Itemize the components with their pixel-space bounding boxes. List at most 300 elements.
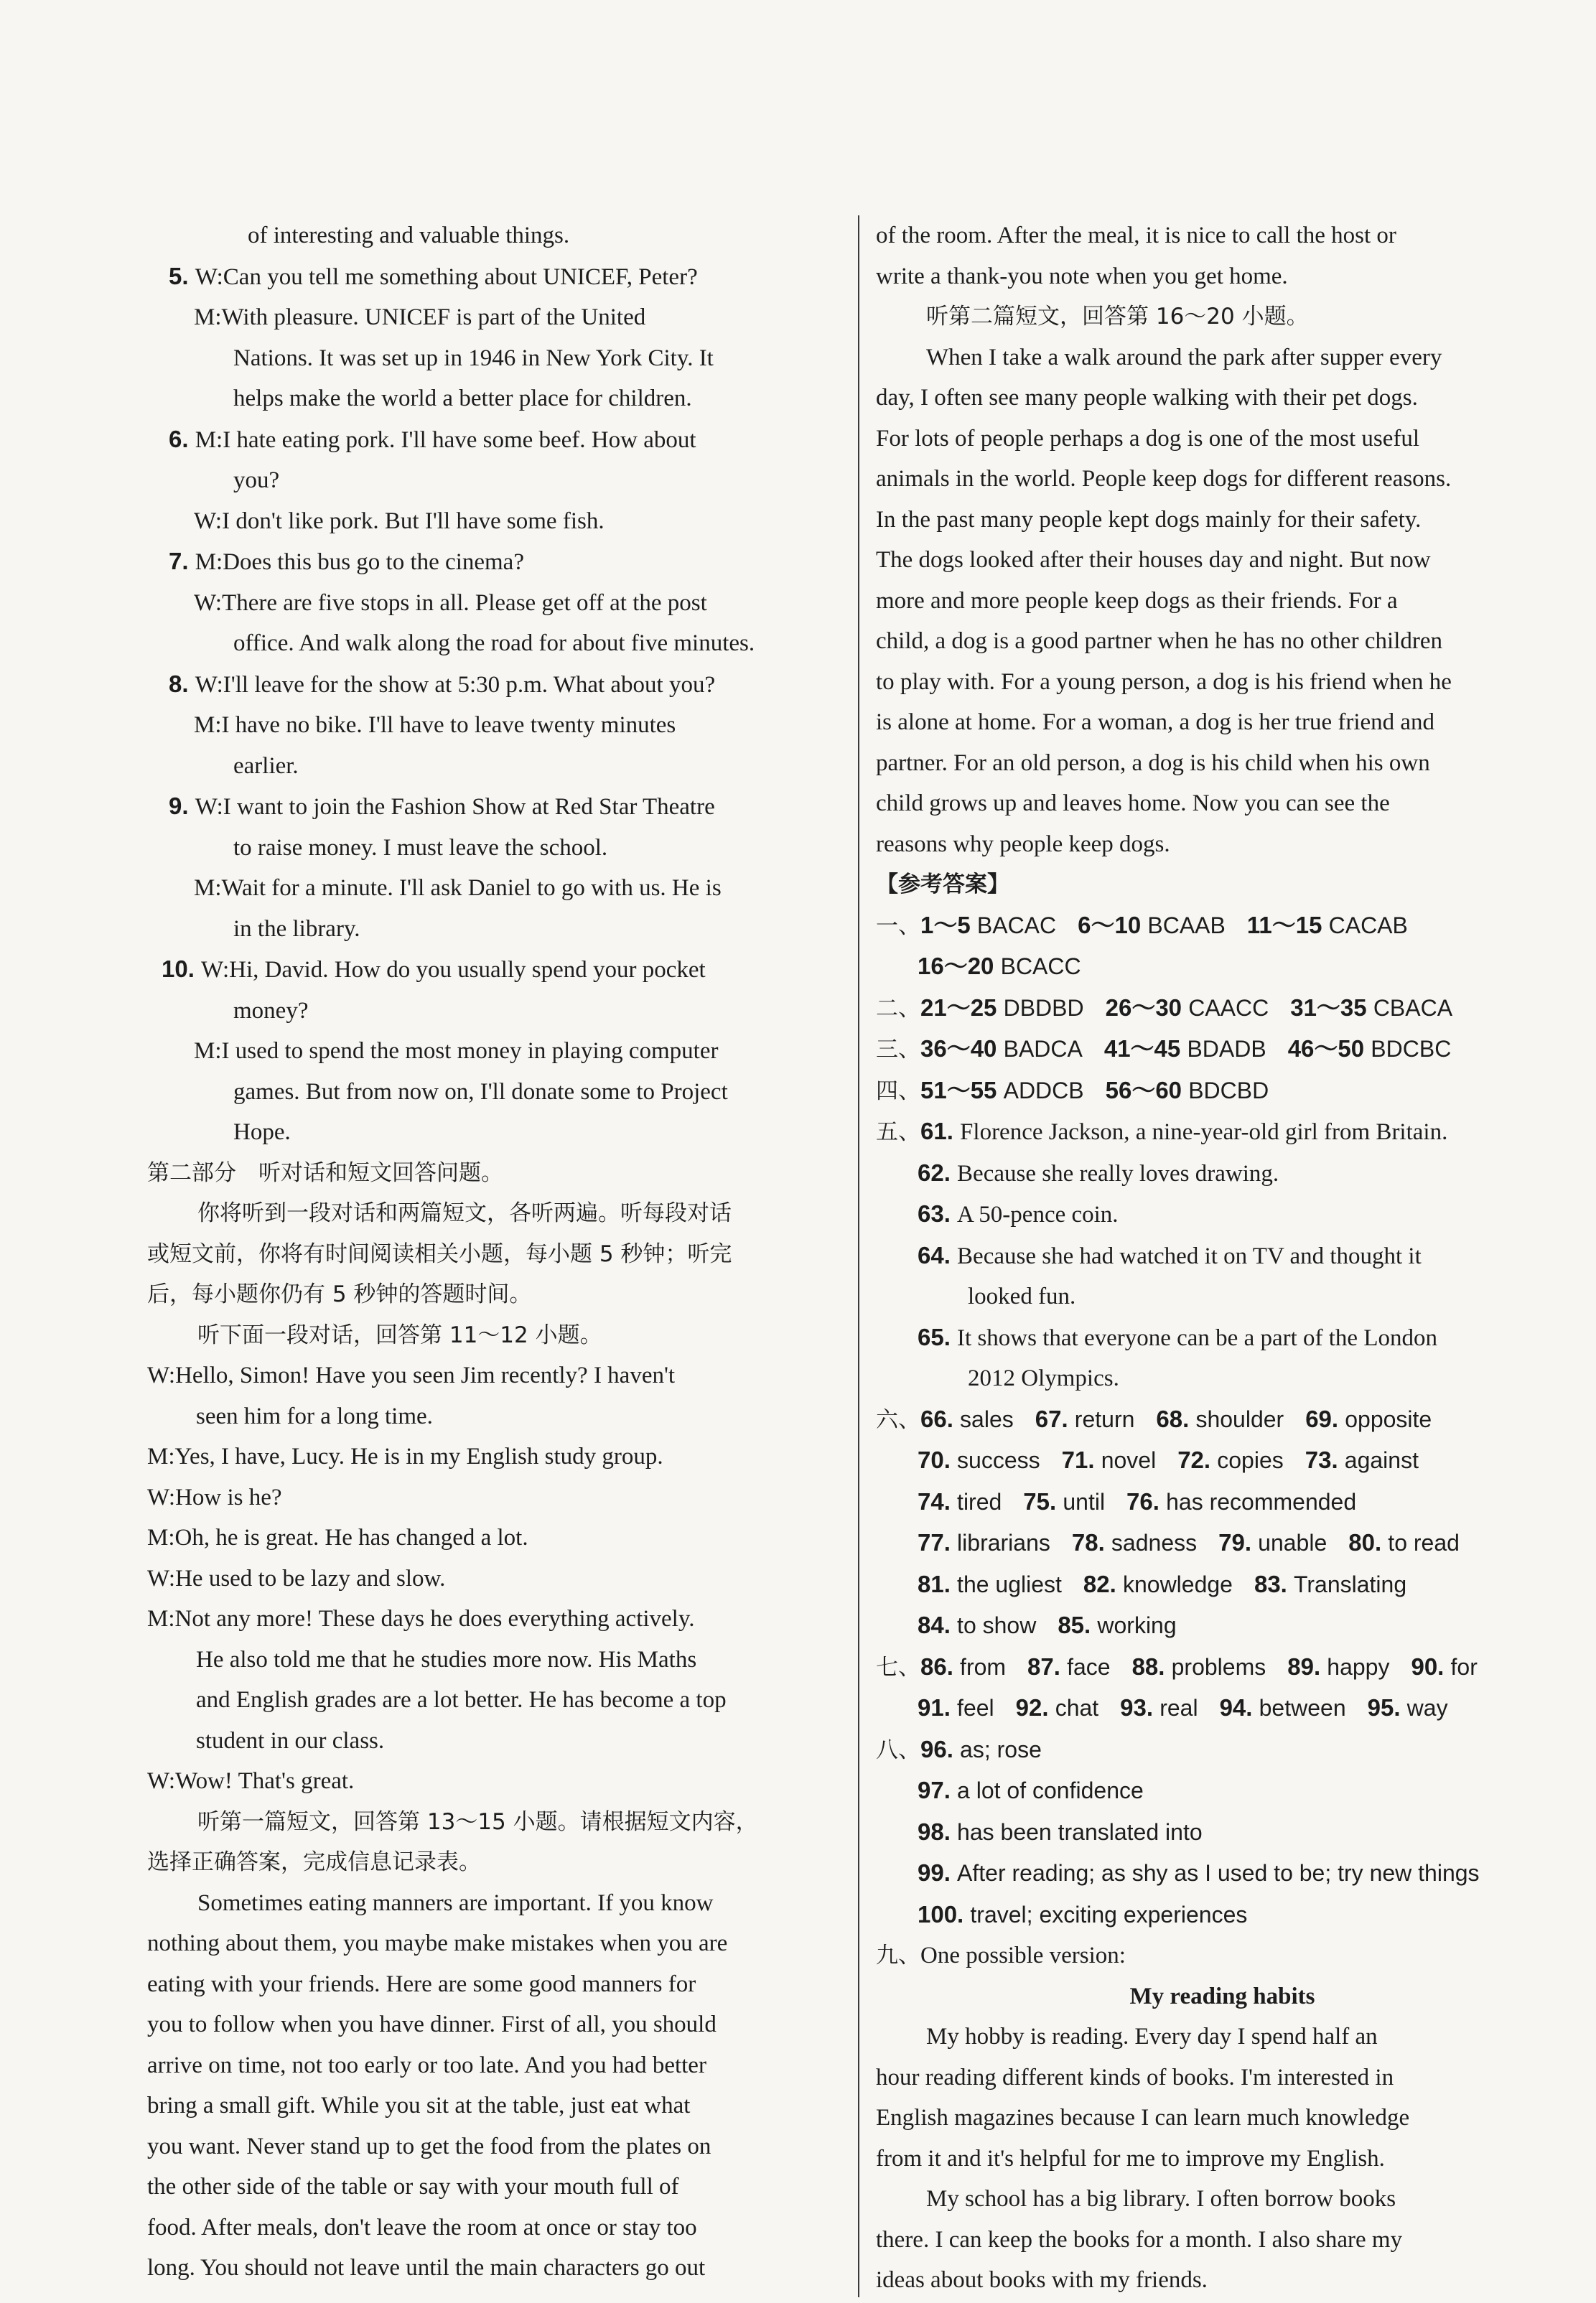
answer-group — [1288, 1029, 1452, 1070]
dialog-text: helps make the world a better place for children. — [233, 386, 692, 411]
passage2-text — [876, 337, 1569, 865]
dialog-text: I used to spend the most money in playing computer — [221, 1038, 719, 1064]
essay-line: My school has a big library. I often borrow books — [926, 2186, 1396, 2212]
answer-item — [1058, 1605, 1176, 1647]
answer-word: return — [1074, 1406, 1135, 1432]
item-number: 7. — [169, 548, 195, 574]
dialog-line — [147, 338, 836, 379]
question-number: 99. — [918, 1859, 958, 1886]
answer-text: a lot of confidence — [957, 1778, 1144, 1803]
dialog-line — [147, 746, 836, 787]
part2-instructions — [147, 1193, 836, 1315]
question-number: 70. — [918, 1447, 958, 1473]
question-range: 46～50 — [1287, 1035, 1371, 1062]
answer-group — [920, 988, 1084, 1029]
question-number: 67. — [1035, 1405, 1075, 1432]
dialog-text: Oh, he is great. He has changed a lot. — [174, 1525, 528, 1551]
answer-word: success — [957, 1447, 1040, 1473]
answer-row — [876, 1399, 1569, 1441]
answer-word: to read — [1388, 1530, 1460, 1556]
question-number: 94. — [1219, 1694, 1259, 1721]
essay-line: ideas about books with my friends. — [876, 2267, 1208, 2293]
answer-item — [918, 1564, 1062, 1606]
question-number: 87. — [1027, 1653, 1068, 1680]
dialog-text: With pleasure. UNICEF is part of the United — [221, 304, 646, 330]
section-label: 六、 — [876, 1406, 920, 1433]
answer-word: happy — [1327, 1653, 1390, 1680]
dialog-line — [147, 1031, 836, 1072]
dialog-text: Hello, Simon! Have you seen Jim recently? I haven't — [175, 1363, 676, 1388]
speaker-label: W: — [195, 263, 223, 290]
answer-group — [1104, 1029, 1266, 1070]
answer-text: as; rose — [960, 1736, 1042, 1762]
question-number: 77. — [918, 1529, 958, 1556]
part2-title: 第二部分 听对话和短文回答问题。 — [147, 1159, 503, 1186]
answer-word: sales — [960, 1406, 1014, 1432]
answer-item — [1177, 1440, 1284, 1482]
speaker-label: M: — [195, 549, 223, 575]
question-number: 86. — [920, 1653, 961, 1680]
answer-item — [1126, 1482, 1356, 1523]
section8-answers — [876, 1729, 1569, 1936]
passage-line: nothing about them, you maybe make mistakes when you are — [147, 1930, 728, 1956]
question-number: 83. — [1254, 1570, 1294, 1597]
answer-row — [876, 1317, 1569, 1359]
answer-item — [1035, 1399, 1135, 1441]
question-number: 75. — [1023, 1487, 1063, 1515]
question-number: 92. — [1015, 1694, 1055, 1721]
dialog-text: Yes, I have, Lucy. He is in my English study group. — [174, 1444, 663, 1470]
answer-word: feel — [957, 1695, 994, 1721]
answer-row — [876, 946, 1569, 988]
answer-row — [876, 988, 1569, 1029]
question-number: 82. — [1083, 1570, 1123, 1597]
answer-item — [1305, 1399, 1432, 1441]
answer-text: Because she had watched it on TV and thought it — [957, 1243, 1422, 1269]
section7-answers — [876, 1647, 1569, 1729]
essay-text — [876, 2017, 1569, 2301]
question-number: 90. — [1411, 1653, 1451, 1680]
answer-word: against — [1344, 1447, 1419, 1473]
dialog-text: office. And walk along the road for about five minutes. — [233, 630, 755, 656]
instruction-line: 后，每小题你仍有 5 秒钟的答题时间。 — [147, 1281, 532, 1307]
answer-word: real — [1159, 1695, 1198, 1721]
answer-text: A 50-pence coin. — [957, 1202, 1119, 1228]
dialog-text: Wow! That's great. — [175, 1768, 355, 1794]
dialog-text: He used to be lazy and slow. — [175, 1565, 446, 1592]
dialog-text: student in our class. — [196, 1727, 385, 1754]
section-label: 七、 — [876, 1654, 920, 1681]
dialog-text: Does this bus go to the cinema? — [223, 549, 524, 575]
essay-line: there. I can keep the books for a month. I also share my — [876, 2226, 1403, 2253]
section-label: 五、 — [876, 1119, 920, 1145]
answer-text: After reading; as shy as I used to be; try new things — [957, 1860, 1480, 1886]
question-number: 63. — [918, 1200, 958, 1227]
question-range: 6～10 — [1078, 911, 1148, 938]
question-number: 98. — [918, 1818, 958, 1845]
answer-item — [918, 1605, 1036, 1647]
passage-line: animals in the world. People keep dogs for different reasons. — [876, 466, 1452, 492]
column-divider — [858, 215, 859, 2297]
dialog-text: Nations. It was set up in 1946 in New York City. It — [233, 345, 714, 371]
dialog-transcript — [147, 1355, 836, 1802]
dialog-line — [147, 1559, 836, 1599]
question-number: 91. — [918, 1694, 958, 1721]
dialog-text: in the library. — [233, 915, 360, 942]
dialog-line — [147, 1518, 836, 1559]
section-label: 四、 — [876, 1078, 920, 1104]
answer-item — [1083, 1564, 1233, 1606]
dialog-text: Not any more! These days he does everything actively. — [174, 1606, 695, 1632]
dialog-text: I want to join the Fashion Show at Red Star Theatre — [223, 794, 715, 820]
speaker-label: M: — [194, 1038, 222, 1064]
question-number: 79. — [1218, 1529, 1259, 1556]
answer-row — [876, 1276, 1569, 1317]
answer-word: from — [960, 1653, 1007, 1680]
question-number: 72. — [1177, 1447, 1218, 1473]
answer-item — [918, 1523, 1050, 1564]
question-range: 31～35 — [1290, 994, 1373, 1021]
dialog-line — [147, 828, 836, 869]
passage-line: day, I often see many people walking with their pet dogs. — [876, 385, 1418, 411]
question-number: 61. — [920, 1118, 961, 1144]
answer-row — [876, 1688, 1569, 1729]
question-range: 1～5 — [920, 911, 977, 938]
question-number: 69. — [1305, 1405, 1345, 1432]
answer-row — [876, 1111, 1569, 1153]
dialog-line — [147, 786, 836, 828]
answer-row — [876, 1029, 1569, 1070]
speaker-label: M: — [147, 1444, 175, 1470]
answer-row — [876, 905, 1569, 947]
speaker-label: W: — [195, 794, 223, 820]
section-label: 三、 — [876, 1037, 920, 1062]
dialog-line — [147, 1355, 836, 1396]
answer-group — [1106, 1070, 1269, 1112]
answer-letters: BCACC — [1000, 953, 1081, 979]
dialog-text: Hope. — [233, 1119, 291, 1145]
speaker-label: W: — [147, 1565, 176, 1592]
passage-line: the other side of the table or say with your mouth full of — [147, 2174, 679, 2200]
answer-word: copies — [1217, 1447, 1284, 1473]
answer-item — [1218, 1523, 1327, 1564]
essay-title: My reading habits — [1129, 1983, 1315, 2009]
multiple-choice-answers — [876, 905, 1569, 1112]
essay-line: hour reading different kinds of books. I'm interested in — [876, 2064, 1394, 2091]
answer-text: It shows that everyone can be a part of the London — [957, 1325, 1437, 1351]
instruction-line: 听第一篇短文，回答第 13～15 小题。请根据短文内容， — [197, 1808, 758, 1835]
dialog-text: games. But from now on, I'll donate some to Project — [233, 1078, 728, 1105]
answer-item — [1072, 1523, 1197, 1564]
section6-answers — [876, 1399, 1569, 1647]
answer-row — [876, 1358, 1569, 1399]
question-number: 68. — [1156, 1405, 1196, 1432]
question-range: 36～40 — [920, 1035, 1004, 1062]
answer-word: for — [1450, 1653, 1478, 1680]
answer-letters: BDCBD — [1188, 1077, 1269, 1103]
question-number: 66. — [920, 1405, 961, 1432]
dialog-line — [147, 991, 836, 1032]
section-label: 二、 — [876, 995, 920, 1022]
passage-line: For lots of people perhaps a dog is one of the most useful — [876, 425, 1420, 452]
speaker-label: M: — [194, 875, 222, 901]
dialog-line — [147, 1396, 836, 1437]
dialog-line — [147, 909, 836, 950]
speaker-label: W: — [147, 1363, 176, 1388]
dialog-line — [147, 1599, 836, 1640]
item-number: 6. — [169, 425, 195, 452]
answer-item — [1220, 1688, 1346, 1729]
answer-word: unable — [1258, 1530, 1327, 1556]
answer-letters: BADCA — [1003, 1036, 1083, 1062]
dialog-line — [147, 1721, 836, 1762]
answer-item — [1287, 1647, 1389, 1688]
answer-row — [876, 1895, 1569, 1936]
passage-line: When I take a walk around the park after supper every — [926, 344, 1442, 370]
dialog-intro: 听下面一段对话，回答第 11～12 小题。 — [197, 1322, 602, 1348]
instruction-line: 或短文前，你将有时间阅读相关小题，每小题 5 秒钟；听完 — [147, 1241, 732, 1267]
dialog-text: Can you tell me something about UNICEF, Peter? — [223, 263, 698, 290]
question-number: 93. — [1120, 1694, 1160, 1721]
answer-word: problems — [1171, 1653, 1266, 1680]
dialog-text: Wait for a minute. I'll ask Daniel to go with us. He is — [221, 875, 722, 901]
answer-item — [1120, 1688, 1198, 1729]
answer-row — [876, 1194, 1569, 1235]
passage1-instructions — [147, 1802, 836, 1883]
answer-word: between — [1259, 1695, 1346, 1721]
item-number: 8. — [169, 670, 195, 697]
section9-label: 九、 — [876, 1943, 920, 1968]
answer-word: working — [1097, 1612, 1177, 1638]
answer-word: knowledge — [1122, 1571, 1233, 1597]
dialog-text: earlier. — [233, 752, 299, 779]
speaker-label: W: — [201, 957, 230, 983]
answer-row — [876, 1729, 1569, 1771]
dialog-line — [147, 378, 836, 419]
question-number: 88. — [1131, 1653, 1172, 1680]
passage-line: eating with your friends. Here are some good manners for — [147, 1971, 696, 1997]
answer-item — [1305, 1440, 1419, 1482]
question-number: 71. — [1061, 1447, 1101, 1473]
answer-group — [1290, 988, 1452, 1029]
answer-word: novel — [1101, 1447, 1157, 1473]
speaker-label: W: — [147, 1484, 176, 1510]
question-range: 11～15 — [1246, 911, 1329, 938]
dialog-text: I'll leave for the show at 5:30 p.m. What about you? — [223, 671, 716, 698]
passage-line: to play with. For a young person, a dog is his friend when he — [876, 668, 1452, 695]
answer-key-header: 【参考答案】 — [876, 872, 1009, 897]
passage-line: more and more people keep dogs as their friends. For a — [876, 587, 1398, 614]
question-number: 89. — [1287, 1653, 1327, 1680]
question-number: 76. — [1126, 1487, 1167, 1515]
answer-item — [918, 1688, 994, 1729]
dialog-text: to raise money. I must leave the school. — [233, 834, 608, 861]
speaker-label: M: — [195, 426, 223, 453]
dialog-text: and English grades are a lot better. He has become a top — [196, 1687, 727, 1713]
question-number: 85. — [1058, 1612, 1098, 1638]
answer-row — [876, 1770, 1569, 1812]
answer-row — [876, 1153, 1569, 1195]
right-column — [876, 215, 1569, 2301]
answer-word: librarians — [957, 1530, 1050, 1556]
passage-line: food. After meals, don't leave the room at once or stay too — [147, 2214, 697, 2241]
answer-letters: CBACA — [1373, 994, 1453, 1021]
answer-item — [920, 1647, 1006, 1688]
answer-item — [1023, 1482, 1105, 1523]
answer-letters: CACAB — [1328, 912, 1408, 938]
passage-line: reasons why people keep dogs. — [876, 831, 1170, 857]
passage-line: write a thank-you note when you get home. — [876, 263, 1288, 289]
question-number: 84. — [918, 1612, 958, 1638]
answer-row — [876, 1812, 1569, 1854]
dialog-line — [147, 1640, 836, 1681]
answer-row — [876, 1482, 1569, 1523]
dialog-line — [147, 664, 836, 706]
dialog-line — [147, 949, 836, 991]
answer-row — [876, 1523, 1569, 1564]
instruction-line: 你将听到一段对话和两篇短文，各听两遍。听每段对话 — [197, 1200, 732, 1226]
answer-word: face — [1067, 1653, 1111, 1680]
answer-word: Translating — [1294, 1571, 1407, 1597]
answer-item — [1348, 1523, 1460, 1564]
answer-row — [876, 1235, 1569, 1277]
dialog-text: money? — [233, 997, 309, 1024]
dialog-text: I don't like pork. But I'll have some fish. — [222, 508, 605, 534]
answer-word: sadness — [1111, 1530, 1198, 1556]
answer-row — [876, 1605, 1569, 1647]
answer-word: tired — [957, 1488, 1002, 1515]
dialog-line — [147, 419, 836, 461]
answer-letters: CAACC — [1188, 994, 1269, 1021]
passage-line: you to follow when you have dinner. First of all, you should — [147, 2012, 717, 2037]
passage1-text — [147, 1883, 836, 2289]
answer-row — [876, 1440, 1569, 1482]
answer-text: Florence Jackson, a nine-year-old girl from Britain. — [960, 1119, 1448, 1145]
dialog-line — [147, 1680, 836, 1721]
passage2-intro: 听第二篇短文，回答第 16～20 小题。 — [926, 304, 1309, 330]
essay-line: from it and it's helpful for me to improve my English. — [876, 2145, 1385, 2172]
passage-line: Sometimes eating manners are important. If you know — [197, 1889, 714, 1916]
passage-line: child, a dog is a good partner when he has no other children — [876, 628, 1443, 654]
passage-line: of the room. After the meal, it is nice to call the host or — [876, 223, 1396, 248]
answer-group — [920, 905, 1056, 947]
answer-letters: BDADB — [1187, 1036, 1266, 1062]
answer-group — [920, 1029, 1083, 1070]
passage-line: In the past many people kept dogs mainly for their safety. — [876, 506, 1422, 533]
dialog-line — [147, 501, 836, 542]
passage-line: The dogs looked after their houses day and night. But now — [876, 547, 1431, 573]
question-number: 65. — [918, 1323, 958, 1350]
dialog-line — [147, 1437, 836, 1477]
answer-item — [1254, 1564, 1406, 1606]
question-number: 97. — [918, 1777, 958, 1803]
dialog-text: you? — [233, 467, 280, 493]
section5-answers — [876, 1111, 1569, 1399]
essay-line: English magazines because I can learn much knowledge — [876, 2105, 1410, 2131]
answer-word: opposite — [1345, 1406, 1432, 1432]
question-number: 62. — [918, 1159, 958, 1186]
answer-group — [920, 1070, 1084, 1112]
answer-item — [1132, 1647, 1266, 1688]
section-label: 八、 — [876, 1737, 920, 1763]
question-number: 78. — [1071, 1529, 1111, 1556]
dialog-line — [147, 868, 836, 909]
instruction-line: 选择正确答案，完成信息记录表。 — [147, 1849, 481, 1875]
question-range: 41～45 — [1103, 1035, 1187, 1062]
dialog-line — [147, 705, 836, 746]
dialog-text: I hate eating pork. I'll have some beef. How about — [223, 426, 696, 453]
question-number: 80. — [1348, 1529, 1389, 1556]
speaker-label: M: — [194, 712, 222, 738]
section9-line — [876, 1935, 1569, 1976]
speaker-label: M: — [147, 1525, 175, 1551]
question-range: 26～30 — [1105, 994, 1189, 1021]
listening-dialogs — [147, 256, 836, 1153]
left-column — [147, 215, 836, 2289]
speaker-label: W: — [194, 589, 223, 616]
essay-line: My hobby is reading. Every day I spend half an — [926, 2024, 1378, 2050]
passage-line: arrive on time, not too early or too late. And you had better — [147, 2052, 706, 2078]
section-label: 一、 — [876, 912, 920, 939]
answer-row — [876, 1070, 1569, 1112]
answer-letters: BDCBC — [1371, 1036, 1452, 1062]
dialog-text: How is he? — [175, 1484, 282, 1510]
answer-row — [876, 1647, 1569, 1688]
question-number: 95. — [1367, 1694, 1407, 1721]
answer-group — [1078, 905, 1226, 947]
answer-item — [918, 1440, 1040, 1482]
answer-group — [1247, 905, 1408, 947]
answer-item — [1368, 1688, 1448, 1729]
dialog-line — [147, 1072, 836, 1113]
dialog-text: Hi, David. How do you usually spend your pocket — [229, 957, 706, 983]
question-range: 51～55 — [920, 1076, 1004, 1103]
answer-text: 2012 Olympics. — [968, 1365, 1119, 1391]
passage-line: partner. For an old person, a dog is his child when his own — [876, 749, 1430, 776]
answer-word: the ugliest — [957, 1571, 1062, 1597]
answer-word: way — [1406, 1695, 1448, 1721]
dialog-line — [147, 460, 836, 501]
question-number: 81. — [918, 1570, 958, 1597]
answer-word: has recommended — [1166, 1488, 1357, 1515]
dialog-text: There are five stops in all. Please get off at the post — [222, 589, 707, 616]
speaker-label: M: — [194, 304, 222, 330]
question-number: 96. — [920, 1735, 961, 1762]
answer-letters: BCAAB — [1147, 912, 1226, 938]
speaker-label: W: — [147, 1768, 176, 1794]
answer-word: to show — [957, 1612, 1037, 1638]
dialog-line — [147, 1761, 836, 1802]
answer-group — [918, 946, 1081, 988]
passage-line: you want. Never stand up to get the food from the plates on — [147, 2133, 711, 2159]
dialog-continuation: of interesting and valuable things. — [248, 223, 570, 248]
passage-line: bring a small gift. While you sit at the table, just eat what — [147, 2093, 691, 2119]
dialog-text: I have no bike. I'll have to leave twenty minutes — [221, 712, 676, 738]
item-number: 9. — [169, 793, 195, 819]
question-range: 16～20 — [918, 953, 1001, 979]
answer-text: Because she really loves drawing. — [957, 1160, 1279, 1187]
answer-item — [1016, 1688, 1099, 1729]
dialog-text: seen him for a long time. — [196, 1403, 433, 1429]
dialog-text: He also told me that he studies more now. His Maths — [196, 1646, 697, 1673]
question-range: 21～25 — [920, 994, 1004, 1021]
speaker-label: W: — [195, 671, 223, 698]
passage-line: child grows up and leaves home. Now you can see the — [876, 790, 1390, 816]
dialog-line — [147, 583, 836, 624]
answer-letters: ADDCB — [1003, 1077, 1084, 1103]
speaker-label: W: — [194, 508, 223, 534]
answer-word: until — [1063, 1488, 1106, 1515]
